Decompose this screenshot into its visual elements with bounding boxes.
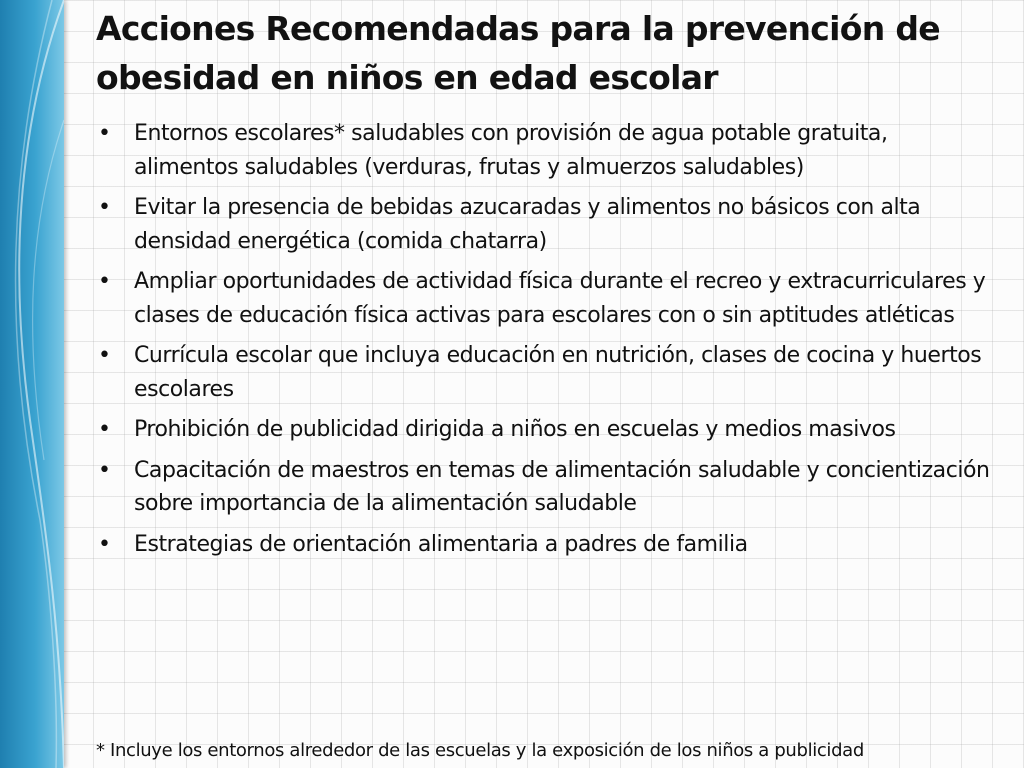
bullet-item: • Prohibición de publicidad dirigida a niños en escuelas y medios masivos [96, 413, 996, 447]
bullet-item: • Estrategias de orientación alimentaria a padres de familia [96, 528, 996, 562]
bullet-item: • Currícula escolar que incluya educación en nutrición, clases de cocina y huertos escolares [96, 339, 996, 406]
bullet-item: • Capacitación de maestros en temas de alimentación saludable y concientización sobre importancia de la alimentación saludable [96, 454, 996, 521]
slide-title: Acciones Recomendadas para la prevención de obesidad en niños en edad escolar [96, 9, 940, 97]
bullet-list [96, 117, 996, 568]
bullet-item: • Ampliar oportunidades de actividad física durante el recreo y extracurriculares y clases de educación física activas para escolares con o sin aptitudes atléticas [96, 265, 996, 332]
footnote: * Incluye los entornos alrededor de las escuelas y la exposición de los niños a publicidad [96, 740, 864, 761]
sidebar-swoosh-graphic [0, 0, 64, 768]
bullet-item: • Evitar la presencia de bebidas azucaradas y alimentos no básicos con alta densidad energética (comida chatarra) [96, 191, 996, 258]
bullet-item: • Entornos escolares* saludables con provisión de agua potable gratuita, alimentos saludables (verduras, frutas y almuerzos saludables) [96, 117, 996, 184]
decorative-sidebar [0, 0, 64, 768]
